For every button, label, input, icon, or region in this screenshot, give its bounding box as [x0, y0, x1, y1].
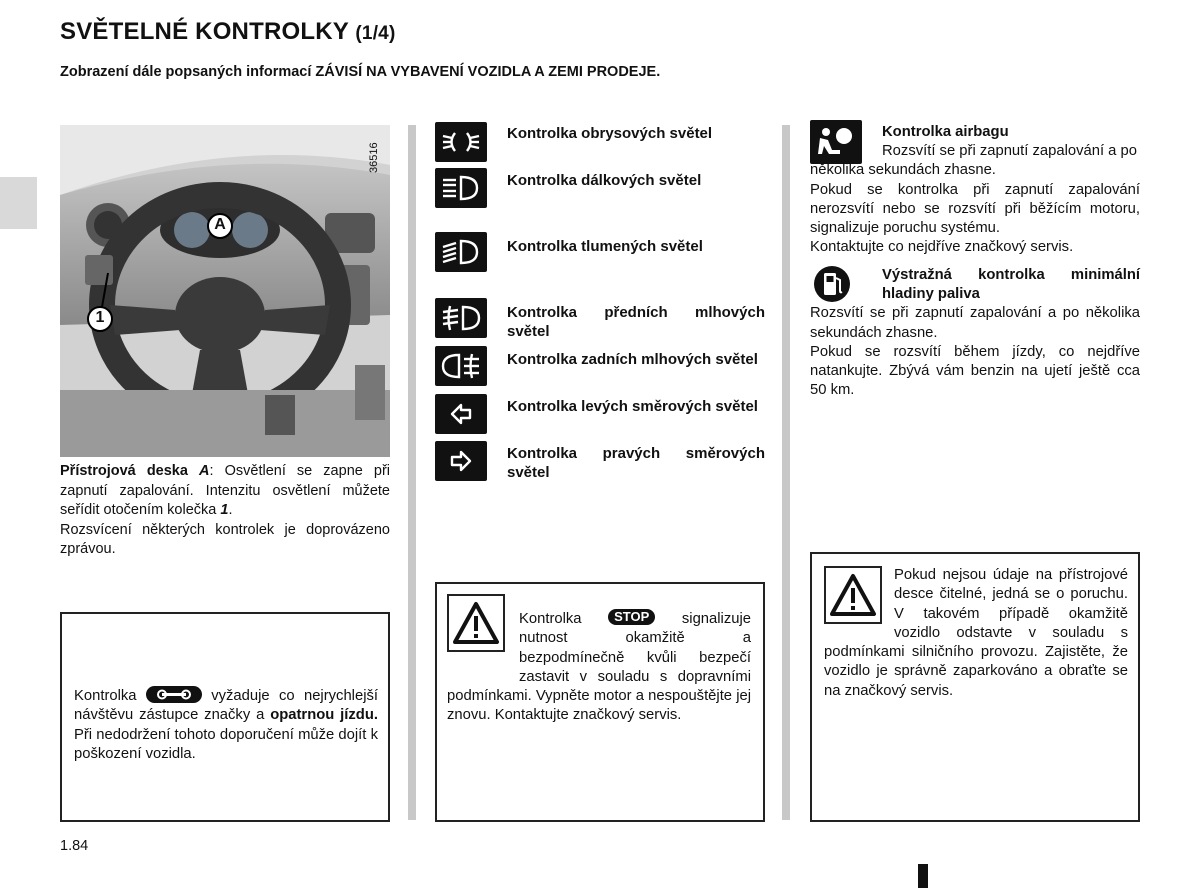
wrench-service-icon	[146, 686, 202, 703]
page-marker-bar	[918, 864, 928, 888]
page-title: SVĚTELNÉ KONTROLKY (1/4)	[60, 18, 396, 45]
airbag-description: Kontrolka airbagu Rozsvítí se při zapnutí zapalování a po několika sekundách zhasne. Pokud se kontrolka při zapnutí zapalování nerozsvítí nebo se rozsvítí při běžícím motoru, signalizuje poruchu systému. Kontaktujte co nejdříve značkový servis.	[810, 124, 1140, 256]
dashboard-figure	[60, 125, 390, 457]
rear-fog-icon	[435, 346, 487, 386]
side-tab	[0, 177, 37, 229]
column-divider-1	[408, 125, 416, 820]
light-label-low-beam: Kontrolka tlumených světel	[507, 238, 703, 255]
column-divider-2	[782, 125, 790, 820]
stop-icon: STOP	[608, 609, 655, 625]
light-label-left-turn: Kontrolka levých směrových světel	[507, 398, 758, 415]
label-1: 1	[95, 309, 105, 326]
low-beam-icon	[435, 232, 487, 272]
light-label-front-fog: Kontrolka předních mlhových světel	[507, 304, 765, 340]
dashboard-warning-box: Pokud nejsou údaje na přístrojové desce čitelné, jedná se o poruchu. V takovém případě okamžitě vozidlo odstavte v souladu s podmínkami silničního provozu. Zajistěte, že vozidlo je správně zaparkováno a obraťte se na značkový servis.	[810, 552, 1140, 822]
figure-ref-number: 36516	[368, 142, 380, 173]
light-label-position: Kontrolka obrysových světel	[507, 125, 713, 142]
label-a: A	[214, 216, 226, 233]
service-notice-box: Kontrolka vyžaduje co nejrychlejší návštěvu zástupce značky a opatrnou jízdu. Při nedodržení tohoto doporučení může dojít k poškození vozidla.	[60, 612, 390, 822]
light-label-high-beam: Kontrolka dálkových světel	[507, 172, 702, 189]
light-label-right-turn: Kontrolka pravých směrových světel	[507, 445, 765, 481]
airbag-title: Kontrolka airbagu	[882, 124, 1009, 140]
light-label-rear-fog: Kontrolka zadních mlhových světel	[507, 351, 758, 368]
right-turn-icon	[435, 441, 487, 481]
position-lights-icon	[435, 122, 487, 162]
front-fog-icon	[435, 298, 487, 338]
subtitle: Zobrazení dále popsaných informací ZÁVISÍ NA VYBAVENÍ VOZIDLA A ZEMI PRODEJE.	[60, 64, 661, 80]
high-beam-icon	[435, 168, 487, 208]
stop-warning-box: Kontrolka STOP signalizuje nutnost okamžitě a bezpodmínečně kvůli bezpečí zastavit v souladu s dopravními podmínkami. Vypněte motor a nespouštějte jej znovu. Kontaktujte značkový servis.	[435, 582, 765, 822]
fuel-description: Výstražná kontrolka minimální hladiny paliva Rozsvítí se při zapnutí zapalování a po několika sekundách zhasne. Pokud se rozsvítí během jízdy, co nejdříve natankujte. Zbývá vám benzin na ujetí ještě cca 50 km.	[810, 267, 1140, 399]
fuel-title: Výstražná kontrolka minimální hladiny paliva	[882, 267, 1140, 303]
page-number: 1.84	[60, 838, 89, 854]
figure-caption: Přístrojová deska A: Osvětlení se zapne při zapnutí zapalování. Intenzitu osvětlení můžete seřídit otočením kolečka 1. Rozsvícení některých kontrolek je doprovázeno zprávou.	[60, 463, 391, 557]
title-suffix: (1/4)	[355, 23, 396, 44]
left-turn-icon	[435, 394, 487, 434]
